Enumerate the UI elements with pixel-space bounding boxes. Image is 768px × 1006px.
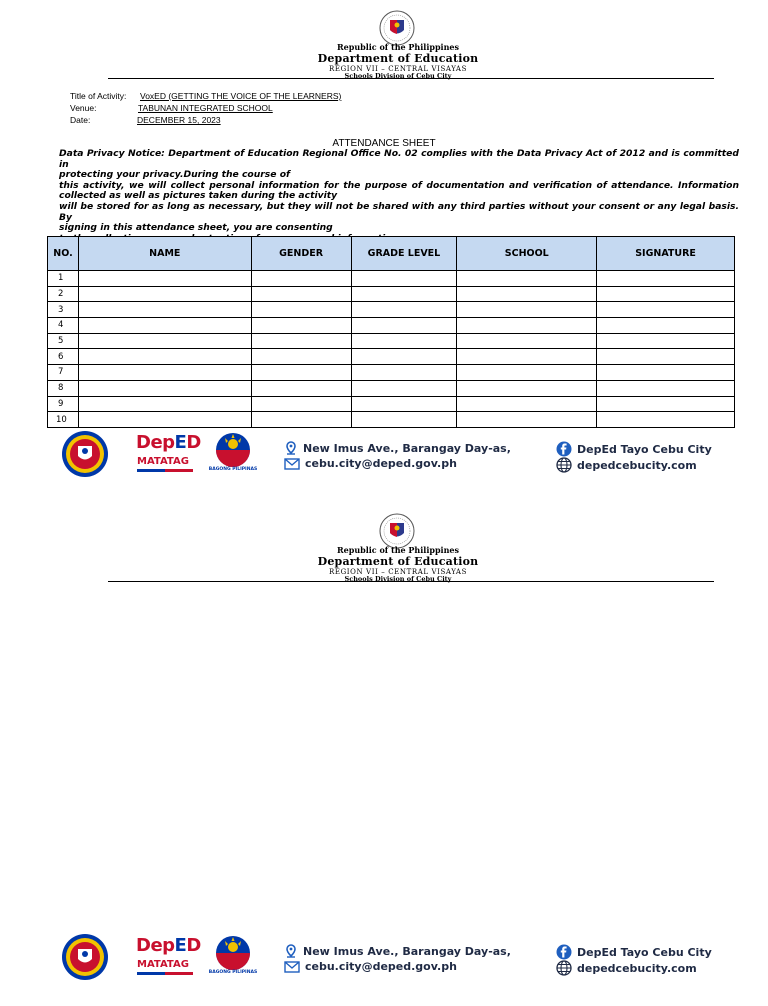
name-cell[interactable]	[78, 349, 251, 365]
grade-level-cell[interactable]	[351, 380, 457, 396]
signature-cell[interactable]	[597, 412, 735, 428]
signature-cell[interactable]	[597, 271, 735, 287]
row-number: 4	[48, 318, 79, 334]
signature-cell[interactable]	[597, 302, 735, 318]
activity-title-value: VoxED (GETTING THE VOICE OF THE LEARNERS)	[140, 91, 342, 101]
activity-title-label: Title of Activity:	[70, 91, 127, 101]
name-cell[interactable]	[78, 302, 251, 318]
gender-cell[interactable]	[251, 318, 351, 334]
gender-cell[interactable]	[251, 286, 351, 302]
date-label: Date:	[70, 115, 91, 125]
letterhead	[0, 10, 768, 80]
bagong-pilipinas-icon	[204, 430, 262, 468]
name-cell[interactable]	[78, 412, 251, 428]
name-cell[interactable]	[78, 396, 251, 412]
header-name: NAME	[78, 237, 251, 271]
venue-label: Venue:	[70, 103, 97, 113]
signature-cell[interactable]	[597, 380, 735, 396]
grade-level-cell[interactable]	[351, 365, 457, 381]
deped-logo: DepED	[136, 935, 201, 956]
footer	[0, 430, 768, 480]
header-school: SCHOOL	[457, 237, 597, 271]
grade-level-cell[interactable]	[351, 271, 457, 287]
row-number: 9	[48, 396, 79, 412]
address	[284, 944, 511, 958]
venue-value: TABUNAN INTEGRATED SCHOOL	[138, 103, 273, 113]
region-text: REGION VII – CENTRAL VISAYAS	[329, 568, 467, 576]
privacy-line: collected as well as pictures taken during the activity	[59, 190, 338, 202]
name-cell[interactable]	[78, 271, 251, 287]
school-cell[interactable]	[457, 318, 597, 334]
school-cell[interactable]	[457, 286, 597, 302]
email	[284, 960, 457, 973]
gender-cell[interactable]	[251, 412, 351, 428]
school-cell[interactable]	[457, 412, 597, 428]
signature-cell[interactable]	[597, 349, 735, 365]
school-cell[interactable]	[457, 333, 597, 349]
row-number: 2	[48, 286, 79, 302]
name-cell[interactable]	[78, 380, 251, 396]
globe-icon	[556, 457, 572, 473]
region-text: REGION VII – CENTRAL VISAYAS	[329, 65, 467, 73]
school-cell[interactable]	[457, 365, 597, 381]
deped-matatag-logo	[136, 432, 201, 476]
division-text: Schools Division of Cebu City	[344, 575, 452, 583]
name-cell[interactable]	[78, 365, 251, 381]
row-number: 1	[48, 271, 79, 287]
bagong-pilipinas-text: BAGONG PILIPINAS	[208, 970, 258, 975]
mail-icon	[284, 458, 300, 470]
email	[284, 457, 457, 470]
website	[556, 457, 697, 473]
division-seal-icon	[56, 430, 114, 478]
header-no: NO.	[48, 237, 79, 271]
email-text[interactable]: cebu.city@deped.gov.ph	[305, 960, 457, 973]
name-cell[interactable]	[78, 318, 251, 334]
letterhead-rule	[108, 581, 714, 582]
table-row	[48, 396, 735, 412]
location-pin-icon	[284, 441, 298, 455]
address-text: New Imus Ave., Barangay Day-as,	[303, 944, 511, 958]
header-gender: GENDER	[251, 237, 351, 271]
row-number: 5	[48, 333, 79, 349]
gender-cell[interactable]	[251, 349, 351, 365]
facebook-text[interactable]: DepEd Tayo Cebu City	[577, 442, 712, 456]
sheet-title: ATTENDANCE SHEET	[332, 138, 436, 149]
department-text: Department of Education	[317, 555, 479, 568]
deped-seal-icon	[372, 513, 422, 549]
bagong-pilipinas-logo	[204, 933, 262, 981]
header-signature: SIGNATURE	[597, 237, 735, 271]
privacy-line: Data Privacy Notice: Department of Education Regional Office No. 02 complies with the Data Privacy Act of 2012 and is committed in	[59, 148, 739, 170]
matatag-text: MATATAG	[137, 456, 189, 467]
name-cell[interactable]	[78, 333, 251, 349]
deped-logo: DepED	[136, 432, 201, 453]
page-1	[0, 0, 768, 500]
address	[284, 441, 511, 455]
school-cell[interactable]	[457, 302, 597, 318]
school-cell[interactable]	[457, 271, 597, 287]
table-row	[48, 412, 735, 428]
email-text[interactable]: cebu.city@deped.gov.ph	[305, 457, 457, 470]
grade-level-cell[interactable]	[351, 412, 457, 428]
privacy-line: will be stored for as long as necessary, but they will not be shared with any third parties without your consent or any legal basis. By	[59, 200, 739, 223]
table-row	[48, 318, 735, 334]
school-cell[interactable]	[457, 349, 597, 365]
website	[556, 960, 697, 976]
table-row	[48, 286, 735, 302]
privacy-line: signing in this attendance sheet, you are consenting	[59, 222, 333, 234]
facebook	[556, 944, 712, 960]
grade-level-cell[interactable]	[351, 286, 457, 302]
gender-cell[interactable]	[251, 396, 351, 412]
signature-cell[interactable]	[597, 396, 735, 412]
location-pin-icon	[284, 944, 298, 958]
footer	[0, 933, 768, 983]
table-row	[48, 302, 735, 318]
name-cell[interactable]	[78, 286, 251, 302]
signature-cell[interactable]	[597, 286, 735, 302]
matatag-underline	[137, 469, 193, 472]
letterhead-rule	[108, 78, 714, 79]
website-text[interactable]: depedcebucity.com	[577, 458, 697, 472]
privacy-notice	[59, 149, 739, 244]
school-cell[interactable]	[457, 396, 597, 412]
grade-level-cell[interactable]	[351, 349, 457, 365]
table-row	[48, 333, 735, 349]
table-header-row	[48, 237, 735, 271]
grade-level-cell[interactable]	[351, 318, 457, 334]
globe-icon	[556, 960, 572, 976]
grade-level-cell[interactable]	[351, 396, 457, 412]
facebook-icon	[556, 944, 572, 960]
gender-cell[interactable]	[251, 380, 351, 396]
school-cell[interactable]	[457, 380, 597, 396]
gender-cell[interactable]	[251, 302, 351, 318]
republic-text: Republic of the Philippines	[336, 42, 459, 52]
grade-level-cell[interactable]	[351, 302, 457, 318]
table-row	[48, 349, 735, 365]
department-text: Department of Education	[317, 52, 479, 65]
header-grade-level: GRADE LEVEL	[351, 237, 457, 271]
signature-cell[interactable]	[597, 318, 735, 334]
facebook	[556, 441, 712, 457]
table-row	[48, 271, 735, 287]
bagong-pilipinas-text: BAGONG PILIPINAS	[208, 467, 258, 472]
letterhead	[0, 513, 768, 583]
row-number: 6	[48, 349, 79, 365]
republic-text: Republic of the Philippines	[336, 545, 459, 555]
table-row	[48, 380, 735, 396]
division-seal-icon	[56, 933, 114, 981]
table-row	[48, 365, 735, 381]
address-text: New Imus Ave., Barangay Day-as,	[303, 441, 511, 455]
grade-level-cell[interactable]	[351, 333, 457, 349]
bagong-pilipinas-icon	[204, 933, 262, 971]
gender-cell[interactable]	[251, 365, 351, 381]
row-number: 3	[48, 302, 79, 318]
deped-seal-icon	[372, 10, 422, 46]
facebook-text[interactable]: DepEd Tayo Cebu City	[577, 945, 712, 959]
row-number: 8	[48, 380, 79, 396]
gender-cell[interactable]	[251, 333, 351, 349]
gender-cell[interactable]	[251, 271, 351, 287]
signature-cell[interactable]	[597, 333, 735, 349]
matatag-text: MATATAG	[137, 959, 189, 970]
division-text: Schools Division of Cebu City	[344, 72, 452, 80]
page-2	[0, 503, 768, 1006]
privacy-line: protecting your privacy.During the course of	[59, 169, 291, 181]
row-number: 10	[48, 412, 79, 428]
facebook-icon	[556, 441, 572, 457]
mail-icon	[284, 961, 300, 973]
date-value: DECEMBER 15, 2023	[137, 115, 221, 125]
signature-cell[interactable]	[597, 365, 735, 381]
row-number: 7	[48, 365, 79, 381]
attendance-table	[47, 236, 735, 428]
deped-matatag-logo	[136, 935, 201, 979]
bagong-pilipinas-logo	[204, 430, 262, 478]
privacy-line: this activity, we will collect personal information for the purpose of documentation and verification of attendance. Information	[59, 179, 739, 191]
website-text[interactable]: depedcebucity.com	[577, 961, 697, 975]
matatag-underline	[137, 972, 193, 975]
